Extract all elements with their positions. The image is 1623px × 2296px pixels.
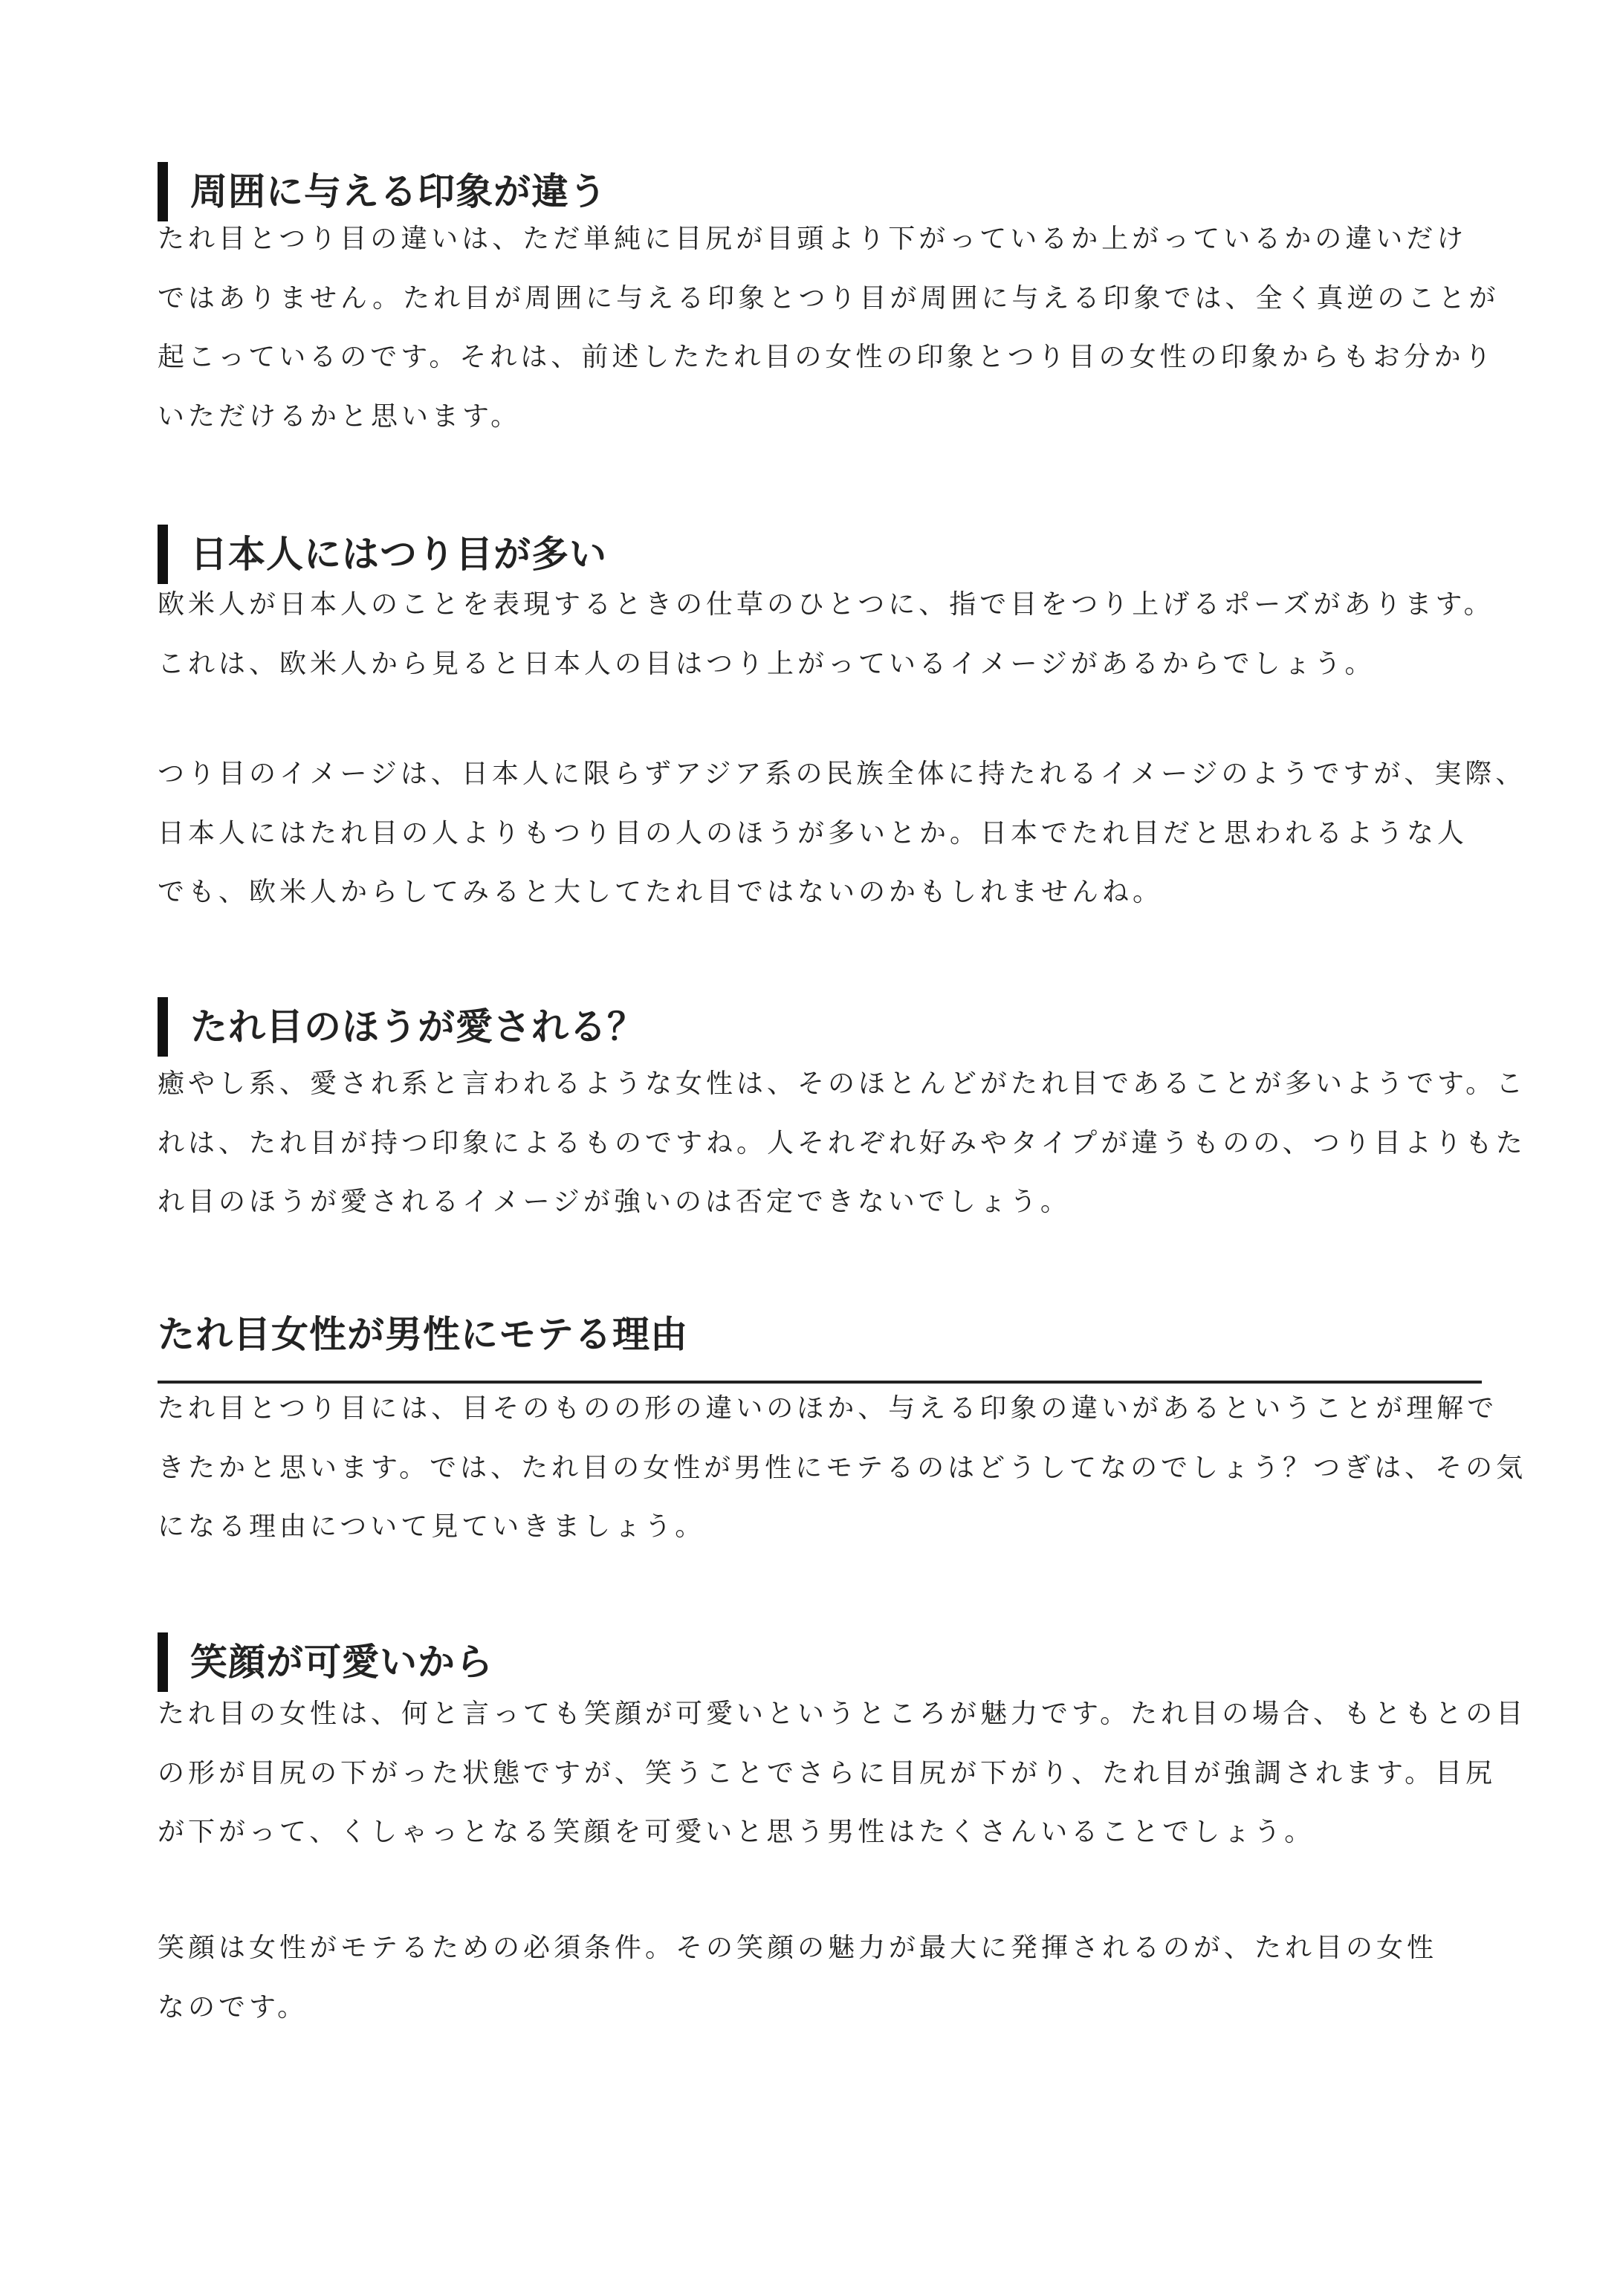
paragraph: [158, 1684, 1527, 1862]
text-line: なのです。: [158, 1991, 308, 2023]
section-heading: 周囲に与える印象が違う: [158, 162, 607, 221]
paragraph: [158, 745, 1526, 922]
chapter-heading: たれ目女性が男性にモテる理由: [158, 1313, 688, 1356]
text-line: きたかと思います。では、たれ目の女性が男性にモテるのはどうしてなのでしょう？つぎは、その気: [158, 1452, 1527, 1483]
paragraph: [158, 575, 1494, 693]
text-line: でも、欧米人からしてみると大してたれ目ではないのかもしれませんね。: [158, 877, 1164, 907]
section-heading: たれ目のほうが愛される？: [158, 997, 645, 1057]
text-line: 欧米人が日本人のことを表現するときの仕草のひとつに、指で目をつり上げるポーズがあります。: [158, 589, 1494, 620]
section-heading: 笑顔が可愛いから: [158, 1632, 493, 1692]
text-line: いただけるかと思います。: [158, 400, 522, 432]
text-line: たれ目の女性は、何と言っても笑顔が可愛いというところが魅力です。たれ目の場合、もともとの目: [158, 1699, 1527, 1729]
text-line: れは、たれ目が持つ印象によるものですね。人それぞれ好みやタイプが違うものの、つり目よりもた: [158, 1127, 1526, 1158]
text-line: 起こっているのです。それは、前述したたれ目の女性の印象とつり目の女性の印象からもお分かり: [158, 342, 1495, 372]
text-line: が下がって、くしゃっとなる笑顔を可愛いと思う男性はたくさんいることでしょう。: [158, 1817, 1315, 1847]
text-line: たれ目とつり目の違いは、ただ単純に目尻が目頭より下がっているか上がっているかの違いだけ: [158, 224, 1468, 254]
text-line: の形が目尻の下がった状態ですが、笑うことでさらに目尻が下がり、たれ目が強調されます。目尻: [158, 1757, 1497, 1789]
text-line: これは、欧米人から見ると日本人の目はつり上がっているイメージがあるからでしょう。: [158, 648, 1376, 679]
text-line: ではありません。たれ目が周囲に与える印象とつり目が周囲に与える印象では、全く真逆のことが: [158, 282, 1500, 314]
text-line: 日本人にはたれ目の人よりもつり目の人のほうが多いとか。日本でたれ目だと思われるような人: [158, 817, 1468, 849]
text-line: つり目のイメージは、日本人に限らずアジア系の民族全体に持たれるイメージのようですが、実際、: [158, 759, 1526, 789]
paragraph: [158, 1379, 1527, 1557]
section-heading: 日本人にはつり目が多い: [158, 525, 607, 584]
text-line: になる理由について見ていきましょう。: [158, 1511, 706, 1542]
text-line: 笑顔は女性がモテるための必須条件。その笑顔の魅力が最大に発揮されるのが、たれ目の女性: [158, 1933, 1438, 1963]
paragraph: [158, 210, 1500, 446]
text-line: 癒やし系、愛され系と言われるような女性は、そのほとんどがたれ目であることが多いようです。こ: [158, 1068, 1527, 1099]
text-line: れ目のほうが愛されるイメージが強いのは否定できないでしょう。: [158, 1187, 1071, 1217]
text-line: たれ目とつり目には、目そのものの形の違いのほか、与える印象の違いがあるということが理解で: [158, 1393, 1498, 1424]
paragraph: [158, 1919, 1488, 2037]
paragraph: [158, 1054, 1527, 1232]
